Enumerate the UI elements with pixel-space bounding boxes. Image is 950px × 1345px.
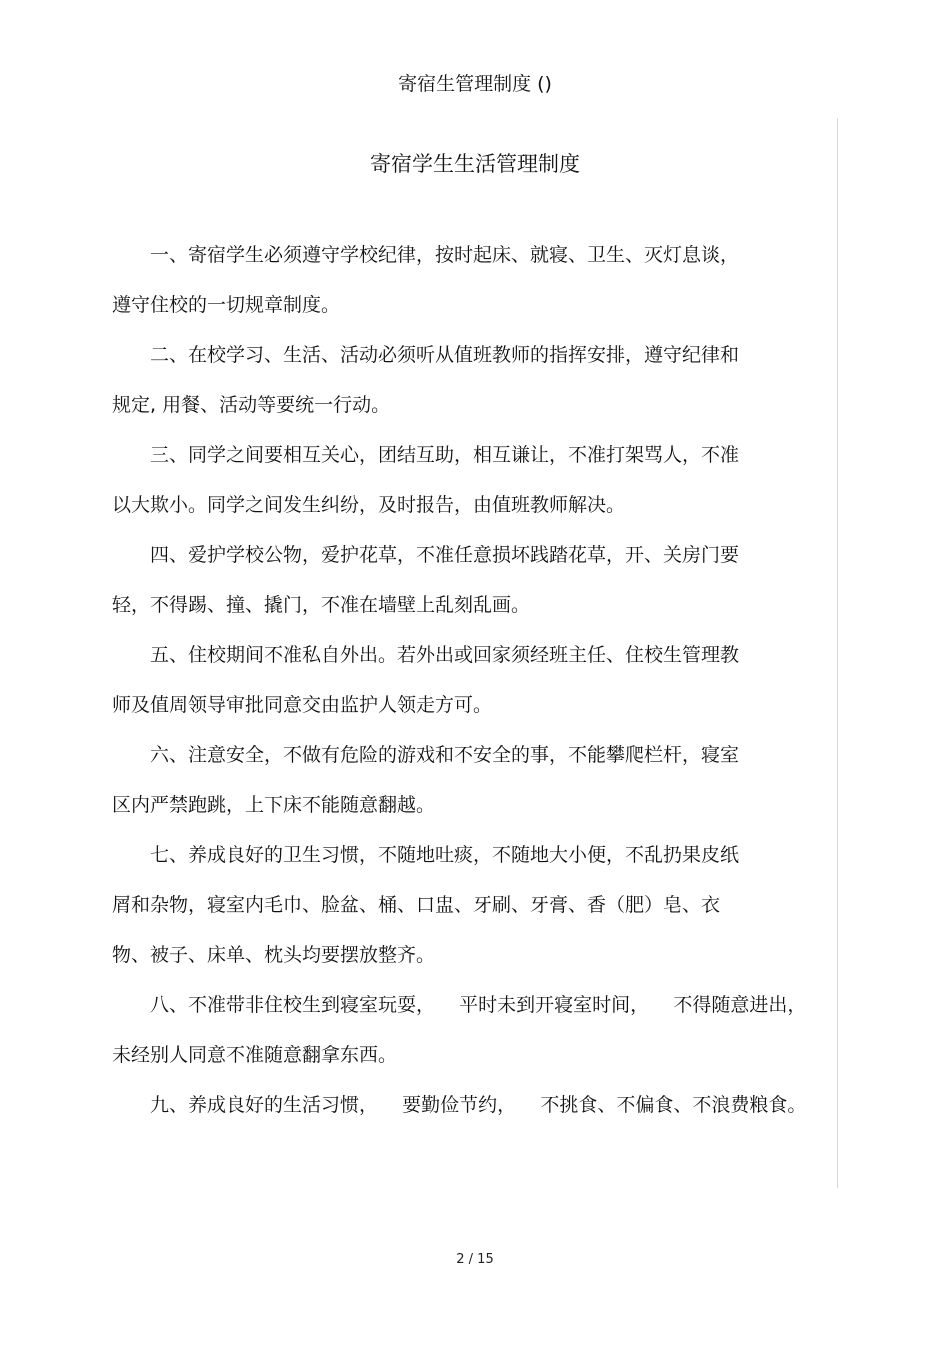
rule-line: 九、养成良好的生活习惯， 要勤俭节约， 不挑食、不偏食、不浪费粮食。 <box>150 1094 807 1116</box>
page-header-title: 寄宿生管理制度 () <box>398 73 552 95</box>
rule-line: 一、寄宿学生必须遵守学校纪律，按时起床、就寝、卫生、灭灯息谈， <box>150 244 740 266</box>
rule-line: 四、爱护学校公物，爱护花草，不准任意损坏践踏花草，开、关房门要 <box>150 544 740 566</box>
rule-line: 物、被子、床单、枕头均要摆放整齐。 <box>112 944 436 966</box>
rule-line: 六、注意安全，不做有危险的游戏和不安全的事，不能攀爬栏杆，寝室 <box>150 744 740 766</box>
rule-line: 七、养成良好的卫生习惯，不随地吐痰，不随地大小便，不乱扔果皮纸 <box>150 844 740 866</box>
rule-line: 屑和杂物，寝室内毛巾、脸盆、桶、口盅、牙刷、牙膏、香（肥）皂、衣 <box>112 894 721 916</box>
rule-line: 二、在校学习、生活、活动必须听从值班教师的指挥安排，遵守纪律和 <box>150 344 740 366</box>
rule-line: 三、同学之间要相互关心，团结互助，相互谦让，不准打架骂人，不准 <box>150 444 740 466</box>
rule-line: 师及值周领导审批同意交由监护人领走方可。 <box>112 694 493 716</box>
rule-line: 遵守住校的一切规章制度。 <box>112 294 341 316</box>
rule-line: 未经别人同意不准随意翻拿东西。 <box>112 1044 398 1066</box>
document-title: 寄宿学生生活管理制度 <box>370 152 580 176</box>
rule-line: 八、不准带非住校生到寝室玩耍， 平时未到开寝室时间， 不得随意进出， <box>150 994 807 1016</box>
rule-line: 规定, 用餐、活动等要统一行动。 <box>112 394 391 416</box>
rule-line: 以大欺小。同学之间发生纠纷，及时报告，由值班教师解决。 <box>112 494 626 516</box>
rule-line: 轻，不得踢、撞、撬门，不准在墙壁上乱刻乱画。 <box>112 594 531 616</box>
rule-line: 五、住校期间不准私自外出。若外出或回家须经班主任、住校生管理教 <box>150 644 740 666</box>
page-number: 2 / 15 <box>456 1252 494 1267</box>
rule-line: 区内严禁跑跳，上下床不能随意翻越。 <box>112 794 436 816</box>
page-edge-rule <box>837 118 838 1188</box>
